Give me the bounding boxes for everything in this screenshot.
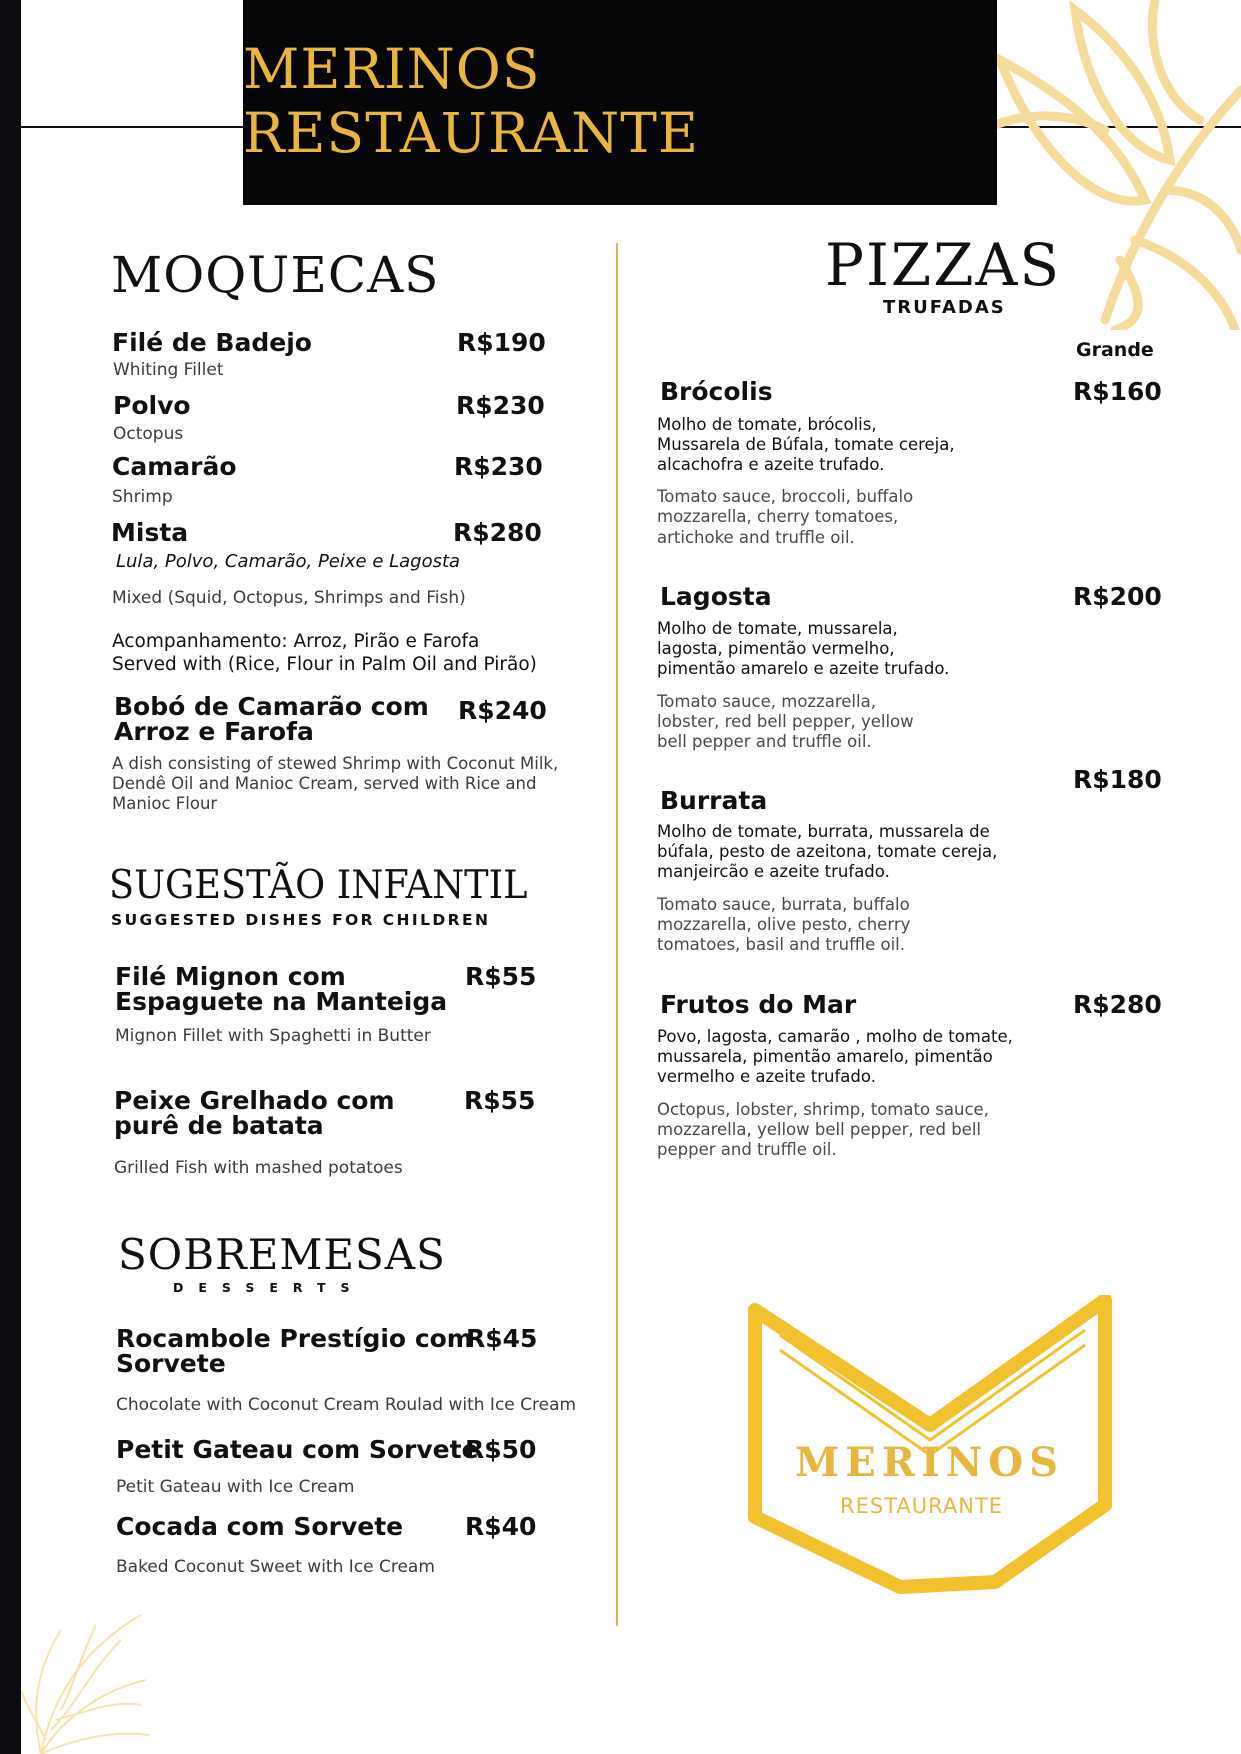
pizza-description-pt: mussarela, pimentão amarelo, pimentão [657,1047,993,1066]
column-divider [616,243,618,1626]
dish-price: R$240 [458,696,547,725]
dish-description: Manioc Flour [112,794,218,813]
pizza-description-en: Octopus, lobster, shrimp, tomato sauce, [657,1100,989,1119]
dish-name: Filé Mignon com [115,962,346,991]
dish-name: Sorvete [116,1349,226,1378]
pizza-description-en: mozzarella, olive pesto, cherry [657,915,911,934]
pizza-name: Brócolis [660,377,773,406]
dish-description: Mixed (Squid, Octopus, Shrimps and Fish) [112,588,466,608]
sobremesas-subtitle: DESSERTS [173,1280,365,1295]
dish-description: Octopus [113,424,184,444]
dish-price: R$280 [453,518,542,547]
dish-name: Espaguete na Manteiga [115,987,448,1016]
pizza-description-pt: Molho de tomate, brócolis, [657,415,877,434]
restaurant-title: MERINOS RESTAURANTE [243,36,700,165]
dish-subtitle: Lula, Polvo, Camarão, Peixe e Lagosta [116,551,461,572]
dish-name: Camarão [112,452,237,481]
dish-description: A dish consisting of stewed Shrimp with Coconut Milk, [112,754,559,773]
dish-description: Petit Gateau with Ice Cream [116,1477,355,1497]
infantil-subtitle: SUGGESTED DISHES FOR CHILDREN [111,911,491,929]
pizza-price: R$200 [1073,582,1162,611]
pizza-description-en: bell pepper and truffle oil. [657,732,872,751]
pizza-price: R$160 [1073,377,1162,406]
pizza-description-en: mozzarella, yellow bell pepper, red bell [657,1120,981,1139]
accompaniment-pt: Acompanhamento: Arroz, Pirão e Farofa [112,631,480,652]
pizza-description-en: tomatoes, basil and truffle oil. [657,935,905,954]
pizza-description-pt: Molho de tomate, burrata, mussarela de [657,822,990,841]
dish-name: Arroz e Farofa [114,717,314,746]
dish-name: Filé de Badejo [112,328,312,357]
leaf-decoration-bottom-left [21,1610,151,1754]
pizza-description-en: artichoke and truffle oil. [657,528,855,547]
dish-price: R$55 [464,1086,536,1115]
pizza-description-en: lobster, red bell pepper, yellow [657,712,914,731]
dish-price: R$50 [465,1435,537,1464]
pizza-description-pt: lagosta, pimentão vermelho, [657,639,895,658]
pizza-description-pt: pimentão amarelo e azeite trufado. [657,659,950,678]
dish-name: purê de batata [114,1111,324,1140]
dish-description: Whiting Fillet [113,360,224,380]
pizza-name: Frutos do Mar [660,990,857,1019]
infantil-title: SUGESTÃO INFANTIL [109,863,528,908]
header-banner [243,0,997,205]
dish-price: R$55 [465,962,537,991]
pizza-price: R$180 [1073,765,1162,794]
pizza-description-pt: búfala, pesto de azeitona, tomate cereja, [657,842,998,861]
pizza-description-pt: Mussarela de Búfala, tomate cereja, [657,435,955,454]
pizza-description-pt: vermelho e azeite trufado. [657,1067,876,1086]
dish-description: Dendê Oil and Manioc Cream, served with Rice and [112,774,537,793]
pizza-description-en: pepper and truffle oil. [657,1140,837,1159]
pizza-description-pt: alcachofra e azeite trufado. [657,455,885,474]
pizzas-title: PIZZAS [825,231,1062,299]
pizza-description-pt: manjeircão e azeite trufado. [657,862,890,881]
dish-description: Mignon Fillet with Spaghetti in Butter [115,1026,431,1046]
pizza-name: Burrata [660,786,768,815]
pizza-price: R$280 [1073,990,1162,1019]
dish-price: R$230 [454,452,543,481]
pizza-description-en: Tomato sauce, broccoli, buffalo [657,487,914,506]
dish-name: Mista [111,518,189,547]
dish-price: R$40 [465,1512,537,1541]
pizzas-subtitle: TRUFADAS [883,297,1006,318]
dish-description: Chocolate with Coconut Cream Roulad with Ice Cream [116,1395,577,1415]
pizza-description-en: mozzarella, cherry tomatoes, [657,507,899,526]
size-label-grande: Grande [1076,339,1154,361]
pizza-description-en: Tomato sauce, mozzarella, [657,692,876,711]
dish-price: R$190 [457,328,546,357]
dish-name: Polvo [113,391,191,420]
dish-name: Peixe Grelhado com [114,1086,395,1115]
logo-wordmark: MERINOS [795,1439,1065,1486]
dish-name: Bobó de Camarão com [114,692,429,721]
dish-name: Petit Gateau com Sorvete [116,1435,479,1464]
pizza-description-en: Tomato sauce, burrata, buffalo [657,895,910,914]
dish-price: R$230 [456,391,545,420]
accompaniment-en: Served with (Rice, Flour in Palm Oil and Pirão) [112,654,537,675]
pizza-description-pt: Povo, lagosta, camarão , molho de tomate, [657,1027,1013,1046]
left-black-bar [0,0,21,1754]
pizza-description-pt: Molho de tomate, mussarela, [657,619,898,638]
dish-description: Grilled Fish with mashed potatoes [114,1158,403,1178]
sobremesas-title: SOBREMESAS [118,1230,446,1279]
dish-name: Cocada com Sorvete [116,1512,404,1541]
moquecas-title: MOQUECAS [111,246,440,304]
pizza-name: Lagosta [660,582,772,611]
dish-name: Rocambole Prestígio com [116,1324,473,1353]
dish-description: Shrimp [112,487,173,507]
dish-description: Baked Coconut Sweet with Ice Cream [116,1557,435,1577]
logo-tagline: RESTAURANTE [840,1494,1004,1518]
dish-price: R$45 [466,1324,538,1353]
